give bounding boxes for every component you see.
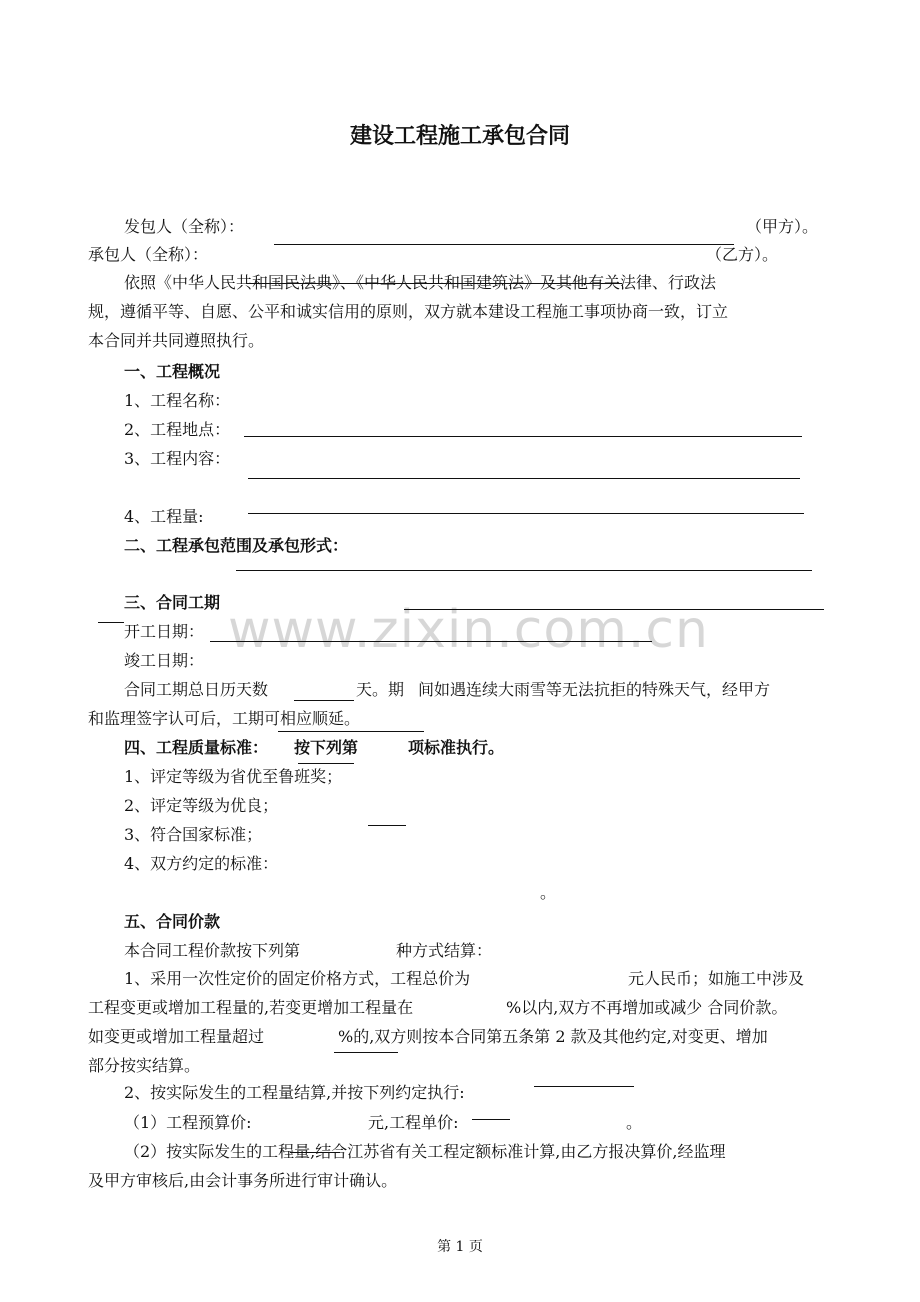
quality-mark (368, 825, 406, 826)
section-4-heading-c: 项标准执行。 (408, 738, 505, 757)
project-location-label: 2、工程地点： (124, 420, 231, 439)
start-date-field[interactable] (210, 641, 652, 642)
project-quantity-label: 4、工程量: (124, 507, 204, 526)
quality-item-4: 4、双方约定的标准： (124, 854, 279, 873)
end-date-label: 竣工日期： (124, 651, 205, 670)
fixed-price-line-3a: 如变更或增加工程量超过 (88, 1027, 265, 1046)
budget-price-label: （1）工程预算价: (124, 1113, 252, 1132)
unit-price-label: 元,工程单价: (368, 1113, 459, 1132)
fixed-price-line-1b: 元人民币；如施工中涉及 (628, 969, 805, 988)
unit-price-end: 。 (626, 1113, 643, 1132)
quality-item-1: 1、评定等级为省优至鲁班奖； (124, 767, 343, 786)
section-2-heading: 二、工程承包范围及承包形式： (124, 536, 349, 555)
unit-price-field[interactable] (472, 1119, 510, 1120)
quality-item-3: 3、符合国家标准； (124, 825, 263, 844)
project-quantity-field[interactable] (248, 513, 804, 514)
employer-label: 发包人（全称）： (124, 217, 245, 236)
intro-line-1: 依照《中华人民共和国民法典》、《中华人民共和国建筑法》及其他有关法律、行政法 (124, 273, 717, 292)
actual-quantity-line: 2、按实际发生的工程量结算,并按下列约定执行: (124, 1083, 465, 1102)
duration-days-field[interactable] (294, 700, 354, 701)
section-1-heading: 一、工程概况 (124, 362, 221, 381)
quality-item-2: 2、评定等级为优良； (124, 796, 279, 815)
fixed-price-line-3b: %的,双方则按本合同第五条第 2 款及其他约定,对变更、增加 (338, 1027, 768, 1046)
project-content-label: 3、工程内容： (124, 449, 231, 468)
settlement-line-1: （2）按实际发生的工程量,结合江苏省有关工程定额标准计算,由乙方报决算价,经监理 (124, 1142, 726, 1161)
intro-line-2: 规，遵循平等、自愿、公平和诚实信用的原则，双方就本建设工程施工事项协商一致，订立 (88, 302, 729, 321)
settlement-line-2: 及甲方审核后,由会计事务所进行审计确认。 (88, 1171, 398, 1190)
strike-line-2 (290, 1152, 340, 1153)
duration-text-a: 合同工期总日历天数 (124, 680, 269, 699)
duration-text-c: 间如遇连续大雨雪等无法抗拒的特殊天气，经甲方 (418, 680, 771, 699)
project-location-field[interactable] (244, 436, 802, 437)
project-name-label: 1、工程名称： (124, 391, 231, 410)
duration-text-d: 和监理签字认可后，工期可相应顺延。 (88, 709, 361, 728)
scope-field[interactable] (236, 570, 812, 571)
fixed-price-line-2a: 工程变更或增加工程量的,若变更增加工程量在 (88, 998, 414, 1017)
contractor-suffix: （乙方）。 (706, 245, 779, 264)
employer-suffix: （甲方）。 (746, 217, 819, 236)
contractor-label: 承包人（全称）： (88, 245, 209, 264)
fixed-price-line-2b: %以内,双方不再增加或减少 合同价款。 (506, 998, 788, 1017)
strike-line (246, 283, 622, 284)
section-4-heading-b: 按下列第 (294, 738, 359, 757)
price-intro-b: 种方式结算： (396, 941, 493, 960)
fixed-price-line-1a: 1、采用一次性定价的固定价格方式，工程总价为 (124, 969, 471, 988)
section-4-heading: 四、工程质量标准： (124, 738, 269, 757)
quality-choice-field[interactable] (298, 763, 354, 764)
quality-end-mark: 。 (540, 883, 557, 902)
duration-text-b: 天。期 (356, 680, 405, 699)
intro-line-3: 本合同并共同遵照执行。 (88, 331, 265, 350)
document-title: 建设工程施工承包合同 (349, 123, 570, 149)
fixed-price-line-4: 部分按实结算。 (88, 1056, 201, 1075)
page-number: 第 1 页 (437, 1239, 483, 1255)
period-field[interactable] (404, 609, 824, 610)
underline (278, 731, 424, 732)
section-5-heading: 五、合同价款 (124, 912, 221, 931)
section-3-heading: 三、合同工期 (124, 593, 221, 612)
start-date-label: 开工日期： (124, 622, 205, 641)
project-content-field[interactable] (248, 478, 800, 479)
employer-name-field[interactable] (274, 244, 734, 245)
price-intro-a: 本合同工程价款按下列第 (124, 941, 301, 960)
overrun-percent-field[interactable] (334, 1052, 398, 1053)
start-line-left (98, 622, 124, 623)
actual-quantity-field[interactable] (534, 1086, 634, 1087)
watermark: www.zixin.com.cn (228, 600, 709, 660)
